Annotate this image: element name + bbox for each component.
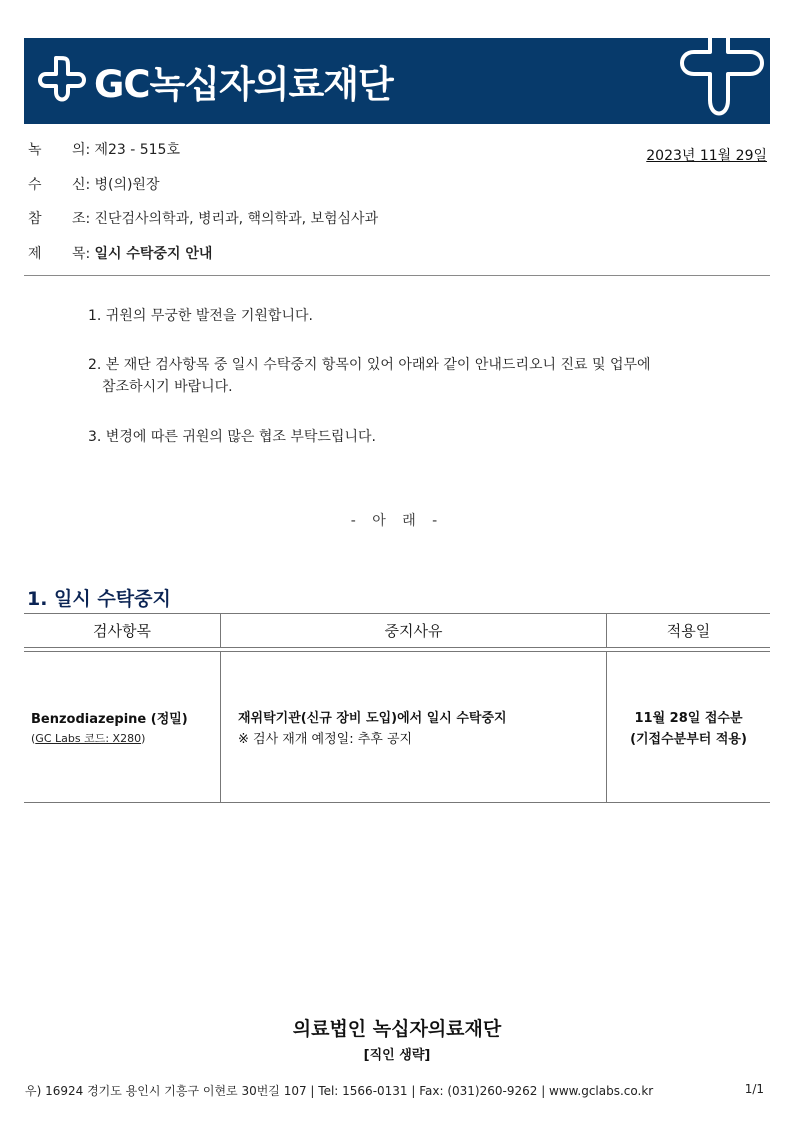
apply-date-line1: 11월 28일 접수분 xyxy=(634,711,743,726)
issuer-name: 의료법인 녹십자의료재단 xyxy=(292,1018,502,1040)
column-header-reason: 중지사유 xyxy=(221,614,607,648)
suspension-table xyxy=(24,613,770,803)
cell-test-item xyxy=(24,652,221,803)
meta-row-document-number: 녹 의: 제23 - 515호 xyxy=(28,142,180,158)
meta-row-reference: 참 조: 진단검사의학과, 병리과, 핵의학과, 보험심사과 xyxy=(28,211,379,227)
column-header-apply-date: 적용일 xyxy=(607,614,771,648)
apply-date-line2: (기접수분부터 적용) xyxy=(630,732,747,747)
table-row xyxy=(24,652,770,803)
cell-apply-date xyxy=(607,652,771,803)
test-item-name: Benzodiazepine (정밀) xyxy=(31,712,188,727)
section-title: 1. 일시 수탁중지 xyxy=(27,588,171,610)
paragraph-3: 3. 변경에 따른 귀원의 많은 협조 부탁드립니다. xyxy=(88,429,376,445)
document-date: 2023년 11월 29일 xyxy=(646,148,767,164)
below-marker: - 아 래 - xyxy=(350,513,444,529)
meta-row-subject: 제 목: 일시 수탁중지 안내 xyxy=(28,246,213,262)
seal-omitted-note: [직인 생략] xyxy=(363,1048,431,1063)
gc-logo-icon xyxy=(34,52,90,108)
column-header-item: 검사항목 xyxy=(24,614,221,648)
meta-row-recipient: 수 신: 병(의)원장 xyxy=(28,177,160,193)
letterhead-banner xyxy=(24,38,770,124)
paragraph-2: 2. 본 재단 검사항목 중 일시 수탁중지 항목이 있어 아래와 같이 안내드리오니 진료 및 업무에 참조하시기 바랍니다. xyxy=(88,357,651,395)
footer-contact: 우) 16924 경기도 용인시 기흥구 이현로 30번길 107 | Tel: 1566-0131 | Fax: (031)260-9262 | www.gclabs.co.kr xyxy=(25,1084,654,1098)
cell-reason xyxy=(221,652,607,803)
decorative-cross-icon xyxy=(680,38,770,124)
logo-text: GC녹십자의료재단 xyxy=(94,63,393,106)
header-divider xyxy=(24,275,770,276)
reason-note: ※ 검사 재개 예정일: 추후 공지 xyxy=(238,732,413,747)
reason-text: 재위탁기관(신규 장비 도입)에서 일시 수탁중지 xyxy=(238,711,507,726)
paragraph-1: 1. 귀원의 무궁한 발전을 기원합니다. xyxy=(88,308,313,324)
test-item-code: (GC Labs 코드: X280) xyxy=(31,732,146,745)
page-number: 1/1 xyxy=(744,1082,764,1096)
